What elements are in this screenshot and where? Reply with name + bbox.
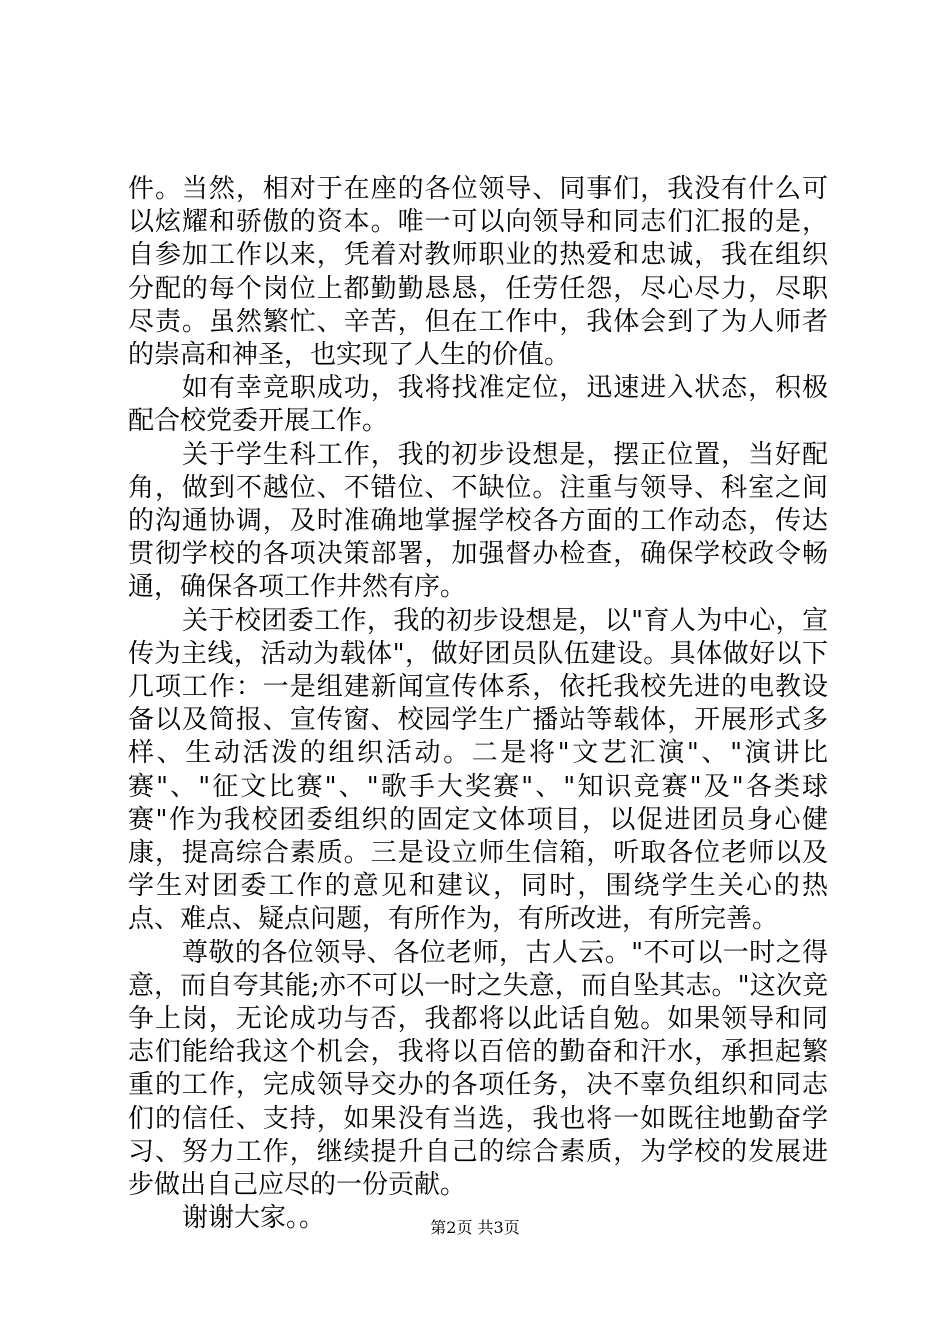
paragraph-4: 关于校团委工作，我的初步设想是，以"育人为中心，宣传为主线，活动为载体"，做好团员队伍建设。具体做好以下几项工作：一是组建新闻宣传体系，依托我校先进的电教设备以及简报、宣传窗、校园学生广播站等载体，开展形式多样、生动活泼的组织活动。二是将"文艺汇演"、"演讲比赛"、"征文比赛"、"歌手大奖赛"、"知识竞赛"及"各类球赛"作为我校团委组织的固定文体项目，以促进团员身心健康，提高综合素质。三是设立师生信箱，听取各位老师以及学生对团委工作的意见和建议，同时，围绕学生关心的热点、难点、疑点问题，有所作为，有所改进，有所完善。 xyxy=(128,605,828,935)
paragraph-3: 关于学生科工作，我的初步设想是，摆正位置，当好配角，做到不越位、不错位、不缺位。注重与领导、科室之间的沟通协调，及时准确地掌握学校各方面的工作动态，传达贯彻学校的各项决策部署，加强督办检查，确保学校政令畅通，确保各项工作井然有序。 xyxy=(128,439,828,603)
paragraph-5: 尊敬的各位领导、各位老师，古人云。"不可以一时之得意，而自夸其能;亦不可以一时之失意，而自坠其志。"这次竞争上岗，无论成功与否，我都将以此话自勉。如果领导和同志们能给我这个机会，我将以百倍的勤奋和汗水，承担起繁重的工作，完成领导交办的各项任务，决不辜负组织和同志们的信任、支持，如果没有当选，我也将一如既往地勤奋学习、努力工作，继续提升自己的综合素质，为学校的发展进步做出自己应尽的一份贡献。 xyxy=(128,937,828,1201)
paragraph-2: 如有幸竞职成功，我将找准定位，迅速进入状态，积极配合校党委开展工作。 xyxy=(128,373,828,437)
document-body xyxy=(128,173,828,1236)
paragraph-6: 谢谢大家。。 xyxy=(182,1203,326,1234)
page-number-footer: 第2页 共3页 xyxy=(430,1218,520,1237)
paragraph-1: 件。当然，相对于在座的各位领导、同事们，我没有什么可以炫耀和骄傲的资本。唯一可以向领导和同志们汇报的是，自参加工作以来，凭着对教师职业的热爱和忠诚，我在组织分配的每个岗位上都勤勤恳恳，任劳任怨，尽心尽力，尽职尽责。虽然繁忙、辛苦，但在工作中，我体会到了为人师者的崇高和神圣，也实现了人生的价值。 xyxy=(128,174,828,371)
